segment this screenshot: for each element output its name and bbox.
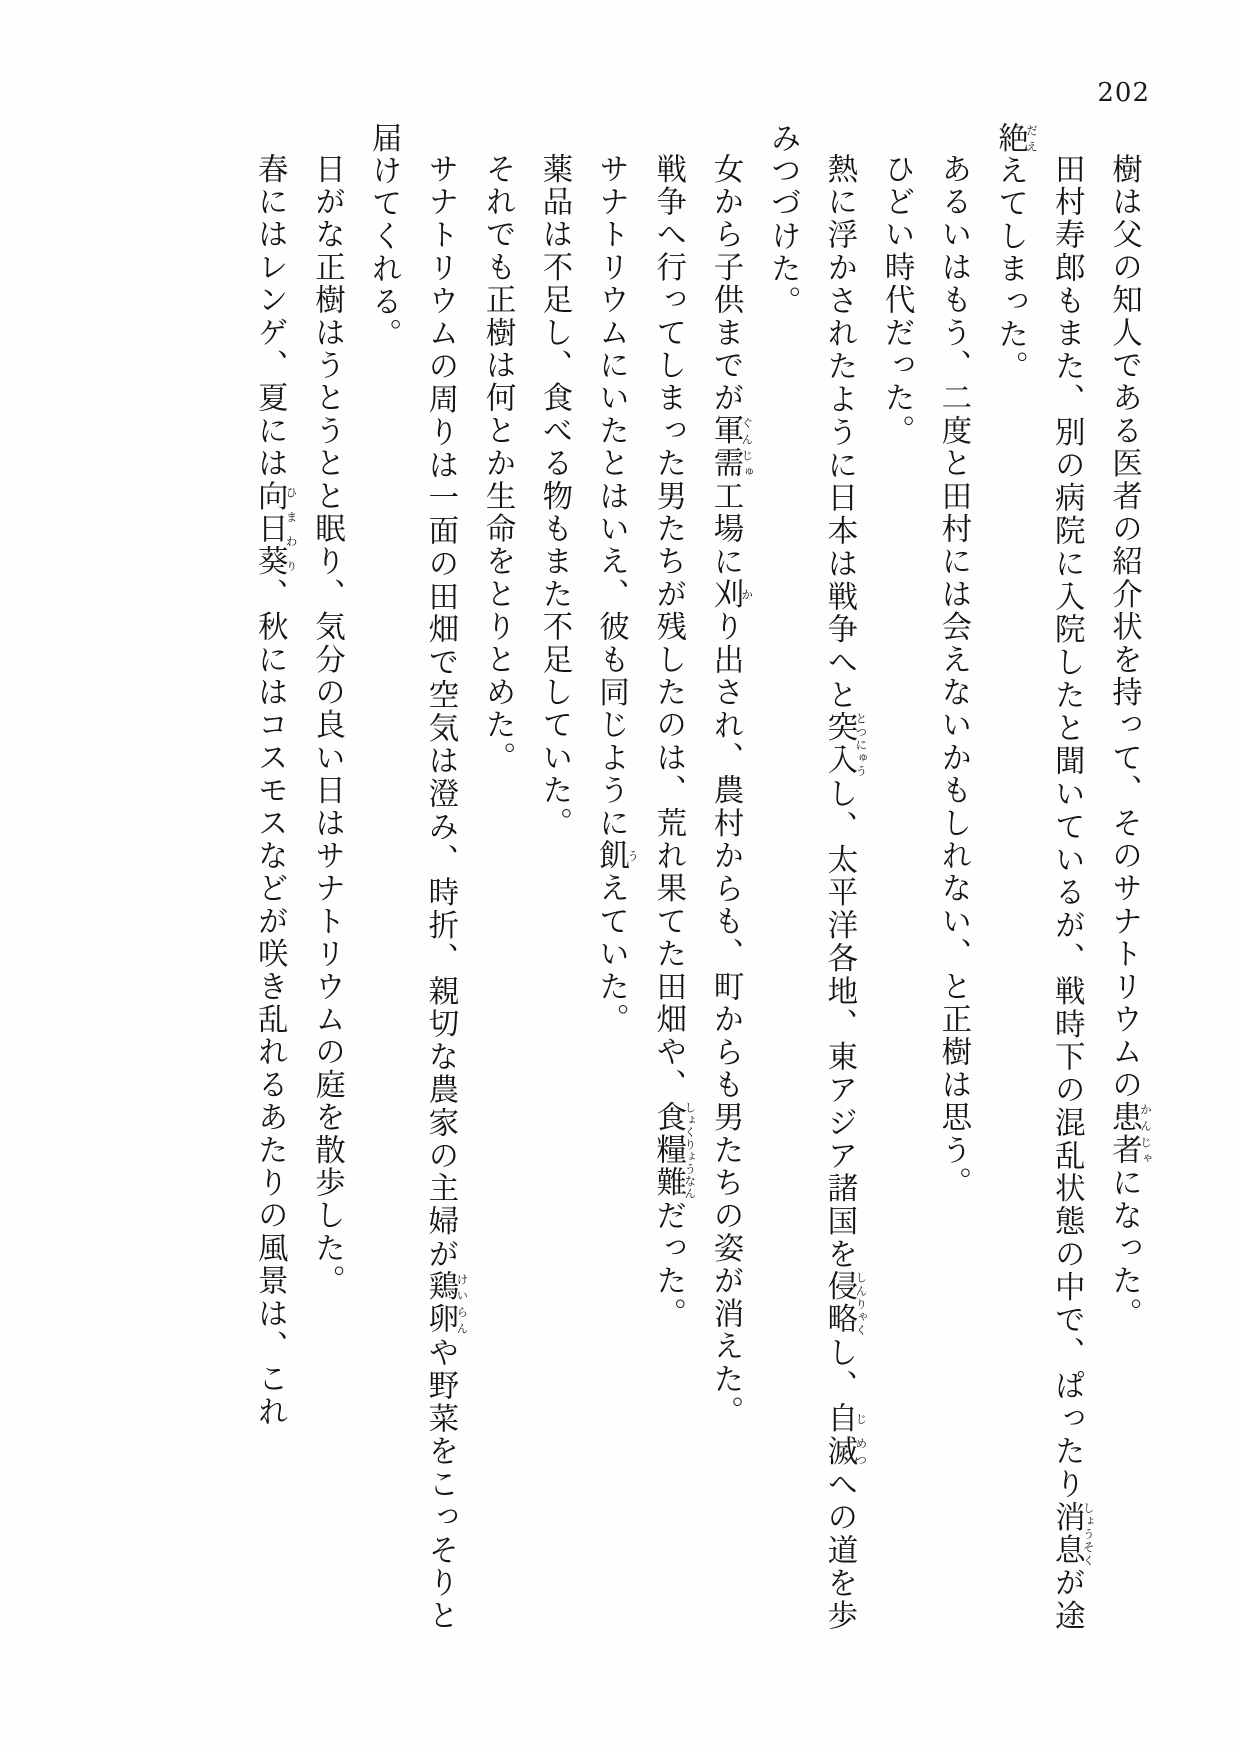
paragraph: あるいはもう、二度と田村には会えないかもしれない、と正樹は思う。: [935, 152, 971, 1199]
paragraph: 日がな正樹はうとうとと眠り、気分の良い日はサナトリウムの庭を散歩した。: [309, 152, 345, 1297]
paragraph: 戦争へ行ってしまった男たちが残したのは、荒れ果てた田畑や、食糧難しょくりょうなんだった。: [650, 152, 698, 1330]
page-number: 202: [1097, 78, 1150, 108]
paragraph: それでも正樹は何とか生命をとりとめた。: [480, 152, 516, 774]
paragraph: 熱に浮かされたように日本は戦争へと突入とつにゅうし、太平洋各地、東アジア諸国を侵略しんりゃくし、自じ滅めつへの道を歩みつづけた。: [765, 122, 869, 1633]
paragraph: 女から子供までが軍需ぐんじゅ工場に刈かり出され、農村からも、町からも男たちの姿が消えた。: [707, 152, 755, 1428]
paragraph: サナトリウムの周りは一面の田畑で空気は澄み、時折、親切な農家の主婦が鶏卵けいらんや野菜をこっそりと届けてくれる。: [366, 122, 470, 1632]
page-body-text: [92, 122, 1152, 1632]
paragraph: ひどい時代だった。: [879, 152, 915, 447]
paragraph: 田村寿郎もまた、別の病院に入院したと聞いているが、戦時下の混乱状態の中で、ぱったり消息しょうそくが途絶だええてしまった。: [992, 122, 1096, 1632]
paragraph: 薬品は不足し、食べる物もまた不足していた。: [536, 152, 572, 840]
paragraph: 春にはレンゲ、夏には向日葵ひまわり、秋にはコスモスなどが咲き乱れるあたりの風景は、これ: [252, 152, 299, 1428]
paragraph: 樹は父の知人である医者の紹介状を持って、そのサナトリウムの患者かんじゃになった。: [1106, 152, 1153, 1330]
paragraph: サナトリウムにいたとはいえ、彼も同じように飢うえていた。: [593, 152, 641, 1036]
